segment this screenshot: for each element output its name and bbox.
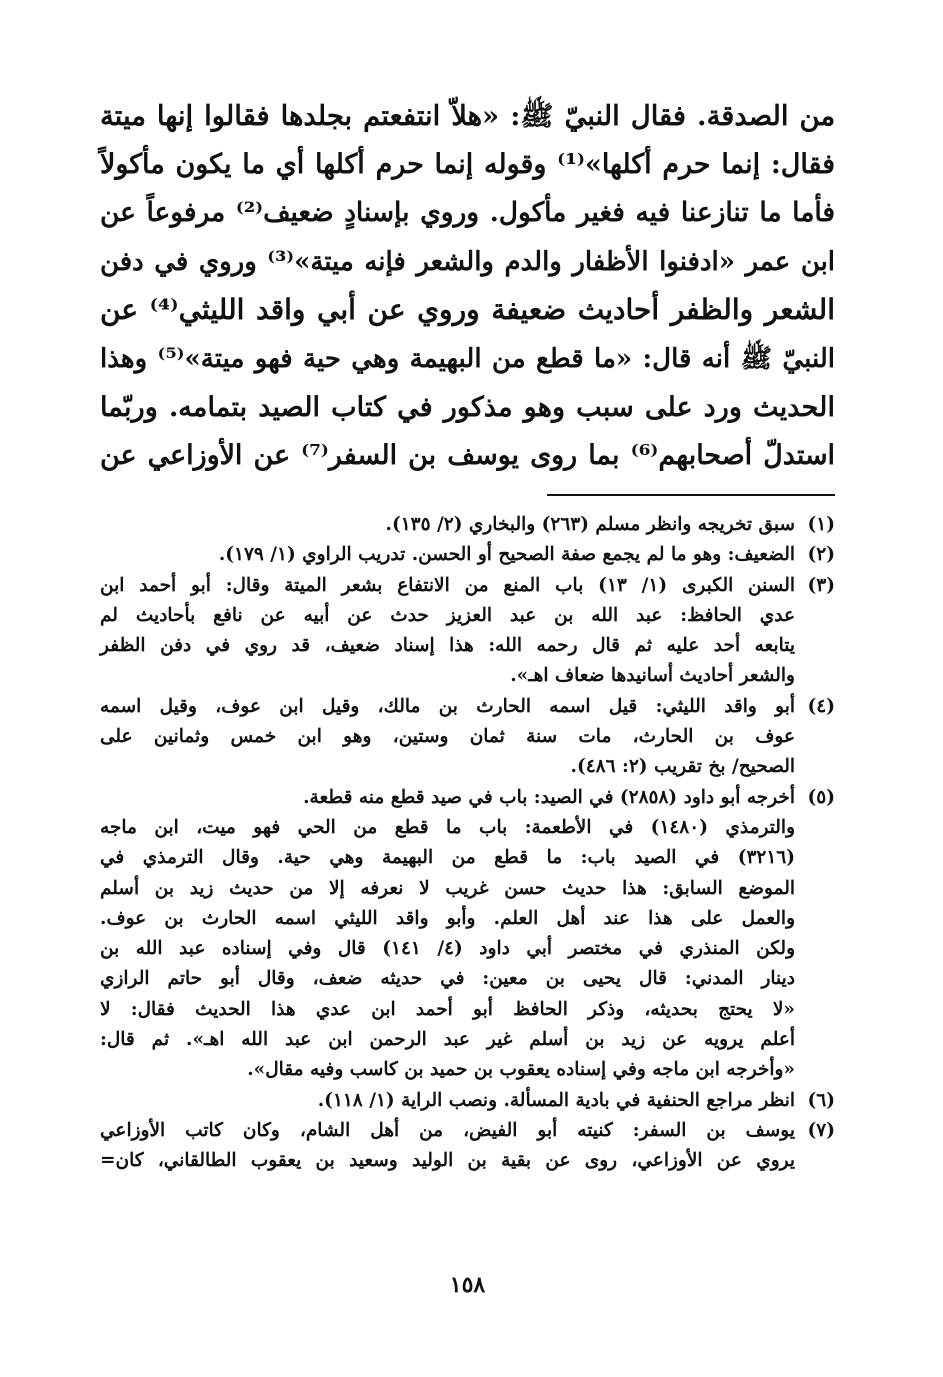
footnote-line: يتابعه أحد عليه ثم قال رحمه الله: هذا إسناد ضعيف، قد روي في دفن الظفر: [100, 635, 795, 657]
main-text-line: فأما ما تنازعنا فيه فغير مأكول. وروي بإسنادٍ ضعيف⁽²⁾ مرفوعاً عن: [100, 197, 835, 228]
footnote-line: الضعيف: وهو ما لم يجمع صفة الصحيح أو الحسن. تدريب الراوي (١/ ١٧٩).: [218, 544, 795, 566]
footnote-number: (٢): [807, 544, 835, 566]
footnote-1: [100, 510, 835, 540]
main-text-line: الشعر والظفر أحاديث ضعيفة وروي عن أبي واقد الليثي⁽⁴⁾ عن: [100, 293, 835, 326]
footnote-6: [100, 1086, 835, 1116]
footnote-line: يوسف بن السفر: كنيته أبو الفيض، من أهل الشام، وكان كاتب الأوزاعي: [100, 1119, 795, 1141]
main-text: [100, 92, 835, 480]
footnote-line: والشعر أحاديث أسانيدها ضعاف اهـ».: [510, 665, 795, 687]
footnote-text: [100, 1116, 795, 1177]
footnote-line: دينار المدني: قال يحيى بن معين: في حديثه ضعف، وقال أبو حاتم الرازي: [100, 968, 795, 990]
footnote-5: [100, 783, 835, 1086]
footnote-number: (٦): [807, 1089, 835, 1111]
footnote-line: عدي الحافظ: عبد الله بن عبد العزيز حدث عن أبيه عن نافع بأحاديث لم: [100, 604, 795, 626]
footnote-line: أخرجه أبو داود (٢٨٥٨) في الصيد: باب في صيد قطع منه قطعة.: [303, 786, 795, 808]
footnote-line: انظر مراجع الحنفية في بادية المسألة. ونصب الراية (١/ ١١٨).: [317, 1089, 795, 1111]
page-number: ١٥٨: [449, 1272, 486, 1298]
footnote-line: والترمذي (١٤٨٠) في الأطعمة: باب ما قطع من الحي فهو ميت، ابن ماجه: [100, 816, 796, 838]
footnote-text: [100, 692, 795, 783]
footnotes: [100, 510, 835, 1177]
footnote-line: سبق تخريجه وانظر مسلم (٢٦٣) والبخاري (٢/ ١٣٥).: [385, 514, 795, 535]
footnote-line: عوف بن الحارث، مات سنة ثمان وستين، وهو ابن خمس وثمانين على: [100, 726, 795, 748]
main-text-line: استدلّ أصحابهم⁽⁶⁾ بما روى يوسف بن السفر⁽⁷⁾ عن الأوزاعي عن: [100, 439, 835, 471]
footnote-line: (٣٢١٦) في الصيد باب: ما قطع من البهيمة وهي حية. وقال الترمذي في: [100, 847, 795, 869]
footnote-number: (٧): [807, 1119, 835, 1141]
footnote-number: (٣): [807, 574, 835, 596]
footnote-line: الصحيح/ بخ تقريب (٢: ٤٨٦).: [570, 756, 795, 778]
footnote-line: الموضع السابق: هذا حديث حسن غريب لا نعرفه إلا من حديث زيد بن أسلم: [100, 877, 795, 899]
footnote-line: «لا يحتج بحديثه، وذكر الحافظ أبو أحمد ابن عدي هذا الحديث فقال: لا: [100, 998, 795, 1020]
main-text-line: ابن عمر «ادفنوا الأظفار والدم والشعر فإنه ميتة»⁽³⁾ وروي في دفن: [100, 246, 836, 277]
footnote-3: [100, 571, 835, 692]
main-text-line: الحديث ورد على سبب وهو مذكور في كتاب الصيد بتمامه. وربّما: [100, 391, 835, 423]
footnote-line: السنن الكبرى (١/ ١٣) باب المنع من الانتفاع بشعر الميتة وقال: أبو أحمد ابن: [100, 574, 796, 596]
footnote-7: [100, 1116, 835, 1177]
main-text-line: فقال: إنما حرم أكلها»⁽¹⁾ وقوله إنما حرم أكلها أي ما يكون مأكولاً: [100, 148, 836, 180]
footnote-text: [100, 540, 795, 570]
main-text-line: من الصدقة. فقال النبيّ ﷺ: «هلاّ انتفعتم بجلدها فقالوا إنها ميتة: [100, 100, 835, 132]
footnote-line: أبو واقد الليثي: قيل اسمه الحارث بن مالك، وقيل ابن عوف، وقيل اسمه: [100, 695, 795, 717]
book-page: [100, 92, 835, 1352]
footnote-number: (٥): [807, 786, 835, 808]
footnote-2: [100, 540, 835, 570]
footnote-text: [100, 571, 795, 692]
footnote-text: [100, 1086, 795, 1116]
footnote-line: «وأخرجه ابن ماجه وفي إسناده يعقوب بن حميد بن كاسب وفيه مقال».: [247, 1059, 795, 1081]
footnote-line: أعلم يرويه عن زيد بن أسلم غير عبد الرحمن ابن عبد الله اهـ». ثم قال:: [100, 1029, 795, 1051]
main-text-line: النبيّ ﷺ أنه قال: «ما قطع من البهيمة وهي حية فهو ميتة»⁽⁵⁾ وهذا: [100, 343, 835, 374]
footnote-number: (١): [807, 514, 835, 535]
footnote-separator: [547, 494, 835, 496]
footnote-text: [100, 510, 795, 540]
footnote-line: والعمل على هذا عند أهل العلم. وأبو واقد الليثي اسمه الحارث بن عوف.: [100, 907, 795, 929]
footnote-text: [100, 783, 795, 1086]
footnote-line: ولكن المنذري في مختصر أبي داود (٤/ ١٤١) قال وفي إسناده عبد الله بن: [100, 938, 796, 960]
footnote-4: [100, 692, 835, 783]
footnote-line: يروي عن الأوزاعي، روى عن بقية بن الوليد وسعيد بن يعقوب الطالقاني، كان=: [100, 1150, 795, 1172]
footnote-number: (٤): [807, 695, 835, 717]
